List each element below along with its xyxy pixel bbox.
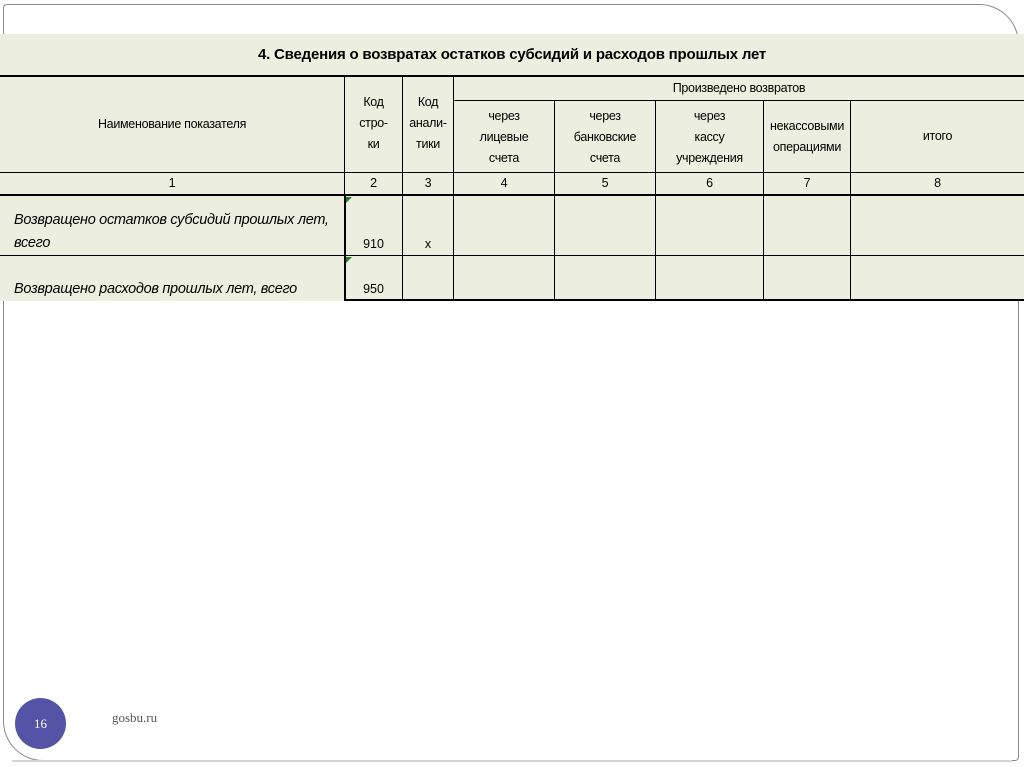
row-analytic: х (424, 237, 432, 251)
header-row-code-line: стро- (359, 115, 388, 130)
column-number: 6 (706, 176, 713, 190)
header-via-cash-desk (656, 104, 763, 170)
column-number: 3 (424, 176, 432, 190)
header-returns-group: Произведено возвратов (672, 80, 806, 95)
row-label-line: Возвращено расходов прошлых лет, всего (14, 281, 297, 297)
page-number-badge: 16 (15, 698, 66, 749)
column-number: 8 (934, 176, 941, 190)
header-line: через (488, 108, 520, 123)
table-title: 4. Сведения о возвратах остатков субсидий и расходов прошлых лет (257, 46, 767, 63)
row-code: 950 (363, 282, 384, 296)
header-line: кассу (694, 129, 725, 144)
header-total: итого (922, 129, 953, 143)
site-link[interactable]: gosbu.ru (112, 710, 158, 725)
column-number: 5 (601, 176, 609, 190)
header-row-code-line: ки (367, 136, 380, 151)
row-label (14, 209, 329, 255)
column-number: 2 (370, 176, 377, 190)
header-analytic-code-line: анали- (409, 115, 447, 130)
header-line: некассовыми (769, 118, 845, 133)
header-analytic-code (403, 90, 453, 156)
header-analytic-code-line: Код (417, 94, 439, 109)
header-via-personal-accounts (454, 104, 554, 170)
header-line: через (693, 108, 726, 123)
header-indicator-name: Наименование показателя (97, 116, 247, 131)
column-number: 7 (803, 176, 811, 190)
header-non-cash (764, 101, 850, 172)
row-code: 910 (363, 237, 384, 251)
header-via-bank-accounts (555, 104, 655, 170)
header-row-code-line: Код (363, 94, 384, 109)
cell-marker-icon (346, 197, 352, 203)
header-line: счета (488, 150, 520, 165)
header-line: банковские (573, 129, 637, 144)
column-number: 1 (168, 176, 176, 190)
header-analytic-code-line: тики (416, 136, 440, 151)
cell-marker-icon (346, 257, 352, 263)
column-number: 4 (500, 176, 508, 190)
header-line: через (589, 108, 621, 123)
header-line: операциями (772, 139, 842, 154)
header-line: учреждения (676, 150, 743, 165)
row-label-line: Возвращено остатков субсидий прошлых лет, (14, 212, 329, 228)
row-label (14, 278, 297, 301)
slide-shadow (12, 760, 1012, 762)
row-label-line: всего (14, 235, 51, 251)
header-line: лицевые (479, 129, 529, 144)
header-row-code (345, 90, 402, 156)
header-line: счета (589, 150, 621, 165)
